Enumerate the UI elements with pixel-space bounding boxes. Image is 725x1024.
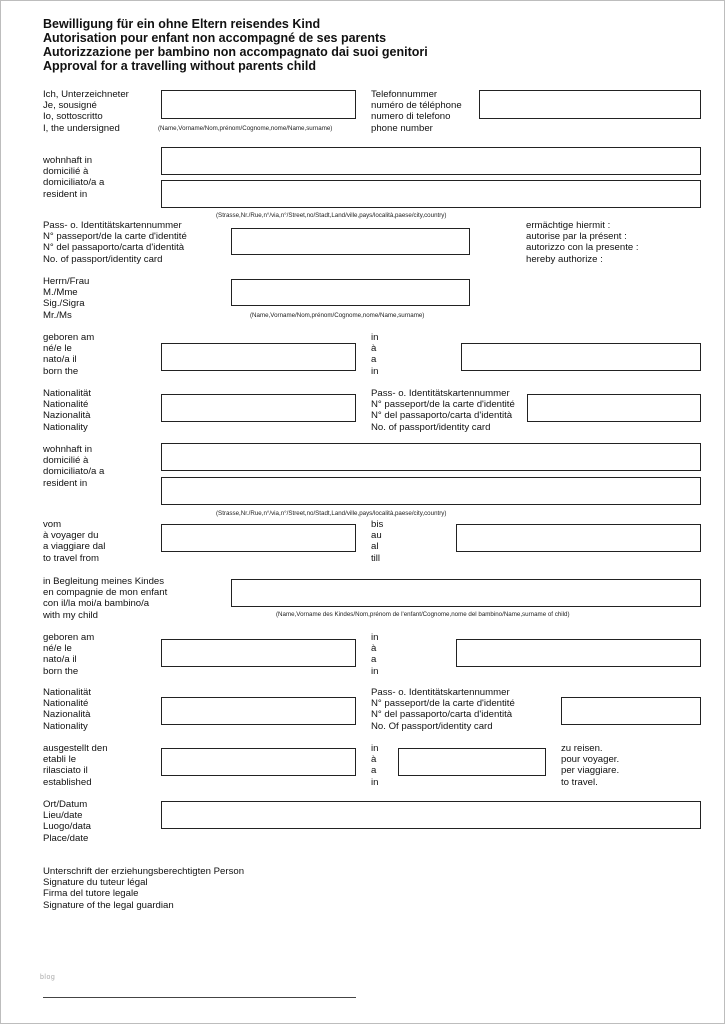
issued-label: ausgestellt den etabli le rilasciato il established (43, 743, 108, 788)
mr-ms-label: Herrn/Frau M./Mme Sig./Sigra Mr./Ms (43, 276, 90, 321)
travel-from-field[interactable] (161, 524, 356, 552)
issued-place-field[interactable] (398, 748, 546, 776)
travel-till-label: bis au al till (371, 519, 384, 564)
child-label: in Begleitung meines Kindes en compagnie de mon enfant con il/la moi/a bambino/a with my child (43, 576, 168, 621)
born-in-label: in à a in (371, 332, 379, 377)
nationality-field[interactable] (161, 394, 356, 422)
resident-field-3[interactable] (161, 443, 701, 471)
born-place-field[interactable] (461, 343, 701, 371)
born-date-field[interactable] (161, 343, 356, 371)
child-born-place-field[interactable] (456, 639, 701, 667)
place-date-field[interactable] (161, 801, 701, 829)
undersigned-name-field[interactable] (161, 90, 356, 119)
child-born-label: geboren am né/e le nato/a il born the (43, 632, 95, 677)
child-name-caption: (Name,Vorname des Kindes/Nom,prénom de l'enfant/Cognome,nome del bambino/Name,surname of child) (276, 611, 570, 618)
passport-field[interactable] (231, 228, 470, 255)
child-nationality-field[interactable] (161, 697, 356, 725)
issued-in-label: in à a in (371, 743, 379, 788)
phone-label: Telefonnummer numéro de téléphone numero di telefono phone number (371, 89, 462, 134)
place-date-label: Ort/Datum Lieu/date Luogo/data Place/date (43, 799, 92, 844)
address-caption-2: (Strasse,Nr./Rue,n°/via,n°/Street,no/Stadt,Land/ville,pays/località,paese/city,country) (216, 510, 447, 517)
passport-field-2[interactable] (527, 394, 701, 422)
undersigned-label: Ich, Unterzeichneter Je, sousigné Io, sottoscritto I, the undersigned (43, 89, 129, 134)
authorized-name-caption: (Name,Vorname/Nom,prénom/Cognome,nome/Name,surname) (250, 312, 425, 319)
address-caption: (Strasse,Nr./Rue,n°/via,n°/Street,no/Stadt,Land/ville,pays/località,paese/city,country) (216, 212, 447, 219)
resident-label: wohnhaft in domicilié à domiciliato/a a resident in (43, 155, 105, 200)
child-passport-field[interactable] (561, 697, 701, 725)
signature-label: Unterschrift der erziehungsberechtigten Person Signature du tuteur légal Firma del tutore legale Signature of the legal guardian (43, 866, 245, 911)
child-born-date-field[interactable] (161, 639, 356, 667)
travel-purpose-label: zu reisen. pour voyager. per viaggiare. to travel. (561, 743, 620, 788)
issued-date-field[interactable] (161, 748, 356, 776)
title-fr: Autorisation pour enfant non accompagné de ses parents (43, 31, 387, 45)
travel-from-label: vom à voyager du a viaggiare dal to travel from (43, 519, 106, 564)
passport-label-2: Pass- o. Identitätskartennummer N° passeport/de la carte d'identité N° del passaporto/carta d'identità No. of passport/identity card (371, 388, 515, 433)
authorize-label: ermächtige hiermit : autorise par la présent : autorizzo con la presente : hereby authorize : (526, 220, 639, 265)
title-de: Bewilligung für ein ohne Eltern reisendes Kind (43, 17, 321, 31)
child-born-in-label: in à a in (371, 632, 379, 677)
authorized-person-field[interactable] (231, 279, 470, 306)
resident-field-1[interactable] (161, 147, 701, 175)
child-name-field[interactable] (231, 579, 701, 607)
phone-field[interactable] (479, 90, 701, 119)
watermark: blog (40, 974, 56, 981)
born-label: geboren am né/e le nato/a il born the (43, 332, 95, 377)
travel-till-field[interactable] (456, 524, 701, 552)
resident-field-4[interactable] (161, 477, 701, 505)
nationality-label: Nationalität Nationalité Nazionalità Nationality (43, 388, 91, 433)
passport-label: Pass- o. Identitätskartennummer N° passeport/de la carte d'identité N° del passaporto/carta d'identità No. of passport/identity card (43, 220, 187, 265)
resident-field-2[interactable] (161, 180, 701, 208)
undersigned-name-caption: (Name,Vorname/Nom,prénom/Cognome,nome/Name,surname) (158, 125, 333, 132)
signature-line[interactable] (43, 997, 356, 998)
title-en: Approval for a travelling without parents child (43, 59, 316, 73)
title-it: Autorizzazione per bambino non accompagnato dai suoi genitori (43, 45, 428, 59)
child-passport-label: Pass- o. Identitätskartennummer N° passeport/de la carte d'identité N° del passaporto/carta d'identità No. Of passport/identity card (371, 687, 515, 732)
resident-label-2: wohnhaft in domicilié à domiciliato/a a resident in (43, 444, 105, 489)
child-nationality-label: Nationalität Nationalité Nazionalità Nationality (43, 687, 91, 732)
